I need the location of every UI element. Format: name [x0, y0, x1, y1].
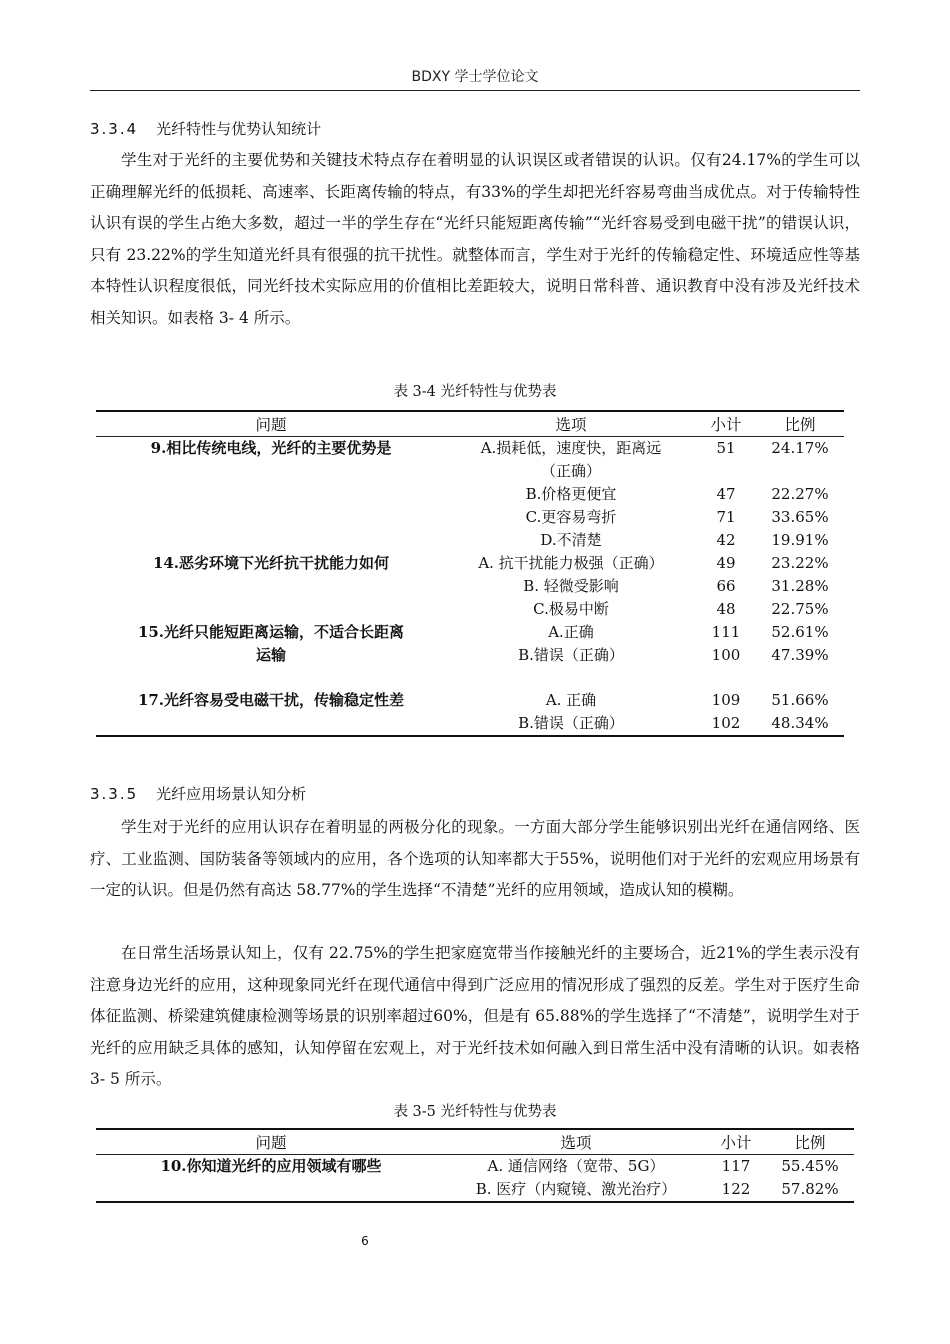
section-number: 3.3.5 [90, 785, 139, 803]
question-cell [96, 506, 446, 529]
column-header: 比例 [756, 411, 844, 437]
page-number: 6 [361, 1234, 369, 1248]
table-row [96, 621, 844, 644]
table-row [96, 529, 844, 552]
section-heading-3-3-4 [90, 118, 321, 139]
body-paragraph: 在日常生活场景认知上，仅有 22.75%的学生把家庭宽带当作接触光纤的主要场合，近21%的学生表示没有注意身边光纤的应用，这种现象同光纤在现代通信中得到广泛应用的情况形成了强烈的反差。学生对于医疗生命体征监测、桥梁建筑健康检测等场景的识别率超过60%，但是有 65.88%的学生选择了“不清楚”，说明学生对于光纤的应用缺乏具体的感知，认知停留在宏观上，对于光纤技术如何融入到日常生活中没有清晰的认识。如表格 3- 5 所示。 [90, 944, 860, 1088]
count-cell: 66 [716, 577, 736, 595]
table-row [96, 598, 844, 621]
table-row [96, 1155, 854, 1179]
count-cell: 100 [711, 646, 741, 664]
data-table-3-4 [96, 410, 844, 737]
ratio-cell: 23.22% [771, 554, 829, 572]
table-row [96, 483, 844, 506]
table-row [96, 575, 844, 598]
count-cell: 71 [716, 508, 736, 526]
ratio-cell: 31.28% [771, 577, 829, 595]
option-cell: D.不清楚 [540, 531, 602, 549]
option-cell: C.极易中断 [533, 600, 609, 618]
table-caption: 表 3-5 光纤特性与优势表 [393, 1104, 557, 1120]
option-cell: B. 轻微受影响 [523, 577, 619, 595]
table-header-row [96, 411, 844, 437]
option-cell: B.价格更便宜 [525, 485, 617, 503]
running-header: BDXY 学士学位论文 [411, 69, 539, 85]
section-heading-3-3-5 [90, 783, 306, 804]
table-row [96, 667, 844, 712]
ratio-cell: 24.17% [771, 439, 829, 457]
question-cell [96, 575, 446, 598]
ratio-cell: 52.61% [771, 623, 829, 641]
ratio-cell: 55.45% [781, 1157, 839, 1175]
ratio-cell: 57.82% [781, 1180, 839, 1198]
data-table-3-5 [96, 1128, 854, 1203]
section-title: 光纤特性与优势认知统计 [156, 120, 322, 138]
question-cell [96, 598, 446, 621]
ratio-cell: 22.27% [771, 485, 829, 503]
column-header: 比例 [766, 1129, 854, 1155]
table-header-row [96, 1129, 854, 1155]
question-cell: 9.相比传统电线，光纤的主要优势是 [150, 439, 392, 457]
option-cell: B. 医疗（内窥镜、激光治疗） [475, 1180, 677, 1198]
option-cell: A.损耗低，速度快，距离远（正确） [480, 439, 662, 480]
option-cell: B.错误（正确） [518, 714, 624, 732]
question-cell: 15.光纤只能短距离运输，不适合长距离运输 [137, 623, 405, 664]
ratio-cell: 47.39% [771, 646, 829, 664]
table-caption: 表 3-4 光纤特性与优势表 [393, 384, 557, 400]
ratio-cell: 19.91% [771, 531, 829, 549]
column-header: 选项 [446, 1129, 706, 1155]
count-cell: 117 [721, 1157, 751, 1175]
table-row [96, 552, 844, 575]
column-header: 小计 [706, 1129, 766, 1155]
column-header: 问题 [96, 411, 446, 437]
column-header: 问题 [96, 1129, 446, 1155]
option-cell: B.错误（正确） [518, 646, 624, 664]
count-cell: 49 [716, 554, 736, 572]
ratio-cell: 48.34% [771, 714, 829, 732]
ratio-cell: 33.65% [771, 508, 829, 526]
ratio-cell: 22.75% [771, 600, 829, 618]
count-cell: 47 [716, 485, 736, 503]
question-cell [96, 529, 446, 552]
count-cell: 51 [716, 439, 736, 457]
option-cell: A. 通信网络（宽带、5G） [487, 1157, 665, 1175]
count-cell: 122 [721, 1180, 751, 1198]
option-cell: A. 正确 [545, 691, 597, 709]
column-header: 小计 [696, 411, 756, 437]
table-row [96, 506, 844, 529]
column-header: 选项 [446, 411, 696, 437]
option-cell: C.更容易弯折 [525, 508, 617, 526]
body-paragraph: 学生对于光纤的主要优势和关键技术特点存在着明显的认识误区或者错误的认识。仅有24.17%的学生可以正确理解光纤的低损耗、高速率、长距离传输的特点，有33%的学生却把光纤容易弯曲当成优点。对于传输特性认识有误的学生占绝大多数，超过一半的学生存在“光纤只能短距离传输”“光纤容易受到电磁干扰”的错误认识，只有 23.22%的学生知道光纤具有很强的抗干扰性。就整体而言，学生对于光纤的传输稳定性、环境适应性等基本特性认识程度很低，同光纤技术实际应用的价值相比差距较大，说明日常科普、通识教育中没有涉及光纤技术相关知识。如表格 3- 4 所示。 [90, 151, 860, 327]
body-paragraph: 学生对于光纤的应用认识存在着明显的两极分化的现象。一方面大部分学生能够识别出光纤在通信网络、医疗、工业监测、国防装备等领域内的应用，各个选项的认知率都大于55%，说明他们对于光纤的宏观应用场景有一定的认识。但是仍然有高达 58.77%的学生选择“不清楚”光纤的应用领域，造成认知的模糊。 [90, 818, 860, 899]
count-cell: 42 [716, 531, 736, 549]
question-cell [96, 483, 446, 506]
table-row [96, 1178, 854, 1202]
option-cell: A.正确 [548, 623, 594, 641]
ratio-cell: 51.66% [771, 691, 829, 709]
count-cell: 109 [711, 691, 741, 709]
question-cell: 10.你知道光纤的应用领域有哪些 [160, 1157, 382, 1175]
count-cell: 102 [711, 714, 741, 732]
table-row [96, 437, 844, 484]
section-title: 光纤应用场景认知分析 [156, 785, 307, 803]
header-rule [90, 90, 860, 91]
count-cell: 48 [716, 600, 736, 618]
question-cell [96, 1178, 446, 1202]
question-cell: 17.光纤容易受电磁干扰，传输稳定性差 [137, 691, 405, 709]
question-cell: 14.恶劣环境下光纤抗干扰能力如何 [152, 554, 390, 572]
count-cell: 111 [711, 623, 741, 641]
section-number: 3.3.4 [90, 120, 139, 138]
option-cell: A. 抗干扰能力极强（正确） [478, 554, 664, 572]
